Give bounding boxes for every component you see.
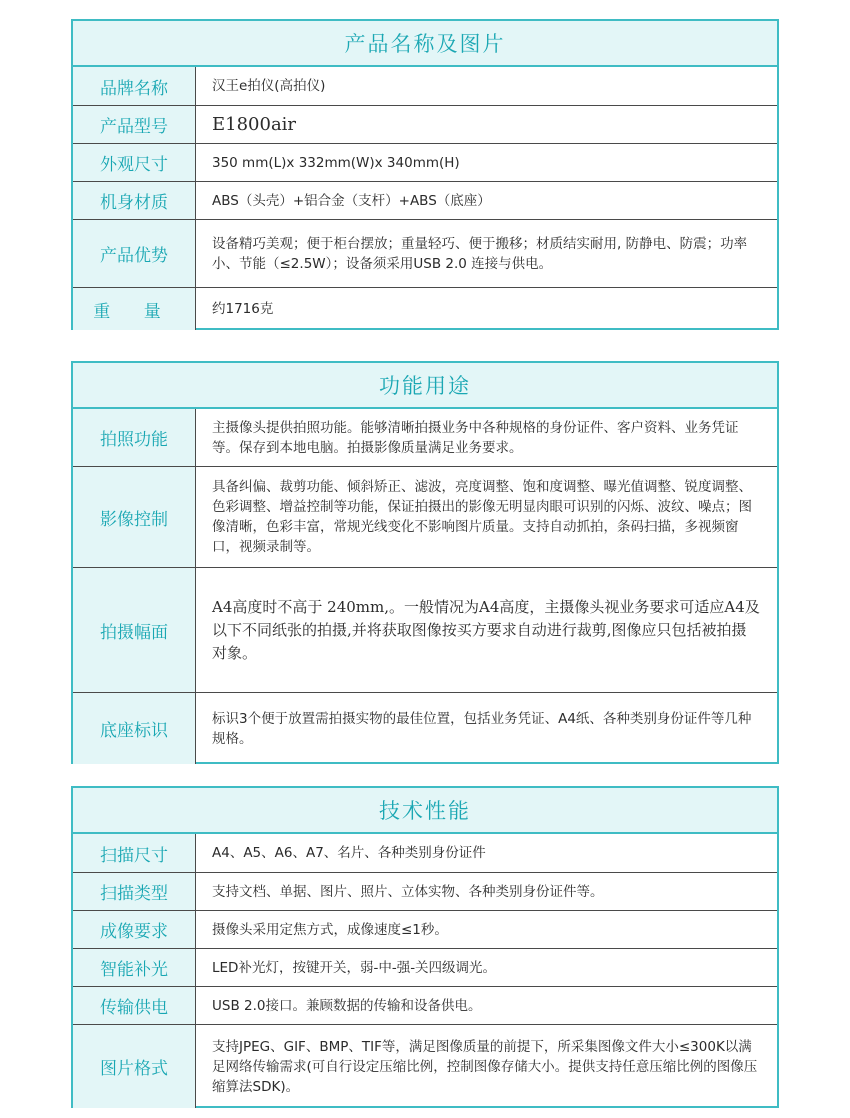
section-title: 技术性能 — [73, 788, 777, 834]
table-row — [73, 466, 777, 567]
row-value: A4高度时不高于 240mm,。一般情况为A4高度，主摄像头视业务要求可适应A4及以下不同纸张的拍摄,并将获取图像按买方要求自动进行裁剪,图像应只包括被拍摄对象。 — [212, 597, 760, 662]
table-row — [73, 986, 777, 1024]
table-row — [73, 287, 777, 330]
row-value: 标识3个便于放置需拍摄实物的最佳位置，包括业务凭证、A4纸、各种类别身份证件等几种规格。 — [212, 710, 752, 747]
row-label: 底座标识 — [73, 693, 196, 764]
row-value: 支持文档、单据、图片、照片、立体实物、各种类别身份证件等。 — [212, 883, 604, 900]
row-label: 传输供电 — [73, 987, 196, 1024]
row-value: 摄像头采用定焦方式，成像速度≤1秒。 — [212, 921, 448, 938]
table-row — [73, 181, 777, 219]
row-value: 设备精巧美观；便于柜台摆放；重量轻巧、便于搬移；材质结实耐用, 防静电、防震；功率小、节能（≤2.5W）；设备须采用USB 2.0 连接与供电。 — [212, 235, 748, 272]
product-info-section — [71, 19, 779, 330]
section-title: 功能用途 — [73, 363, 777, 409]
row-label: 拍摄幅面 — [73, 568, 196, 692]
table-row — [73, 219, 777, 287]
table-row — [73, 692, 777, 764]
row-label: 影像控制 — [73, 467, 196, 567]
section-title: 产品名称及图片 — [73, 21, 777, 67]
table-row — [73, 872, 777, 910]
row-value: 具备纠偏、裁剪功能、倾斜矫正、滤波，亮度调整、饱和度调整、曝光值调整、锐度调整、色彩调整、增益控制等功能，保证拍摄出的影像无明显肉眼可识别的闪烁、波纹、噪点；图像清晰，色彩丰富，常规光线变化不影响图片质量。支持自动抓拍，条码扫描，多视频窗口，视频录制等。 — [212, 479, 752, 555]
row-label: 智能补光 — [73, 949, 196, 986]
row-label: 机身材质 — [73, 182, 196, 219]
row-value: 350 mm(L)x 332mm(W)x 340mm(H) — [212, 154, 460, 171]
row-value: 主摄像头提供拍照功能。能够清晰拍摄业务中各种规格的身份证件、客户资料、业务凭证等。保存到本地电脑。拍摄影像质量满足业务要求。 — [212, 419, 739, 456]
row-label: 产品型号 — [73, 106, 196, 143]
row-value: E1800air — [212, 113, 297, 135]
row-value: 汉王e拍仪(高拍仪) — [212, 78, 326, 94]
row-label: 品牌名称 — [73, 67, 196, 105]
table-row — [73, 409, 777, 466]
row-label: 扫描类型 — [73, 873, 196, 910]
table-row — [73, 948, 777, 986]
table-row — [73, 143, 777, 181]
row-value: A4、A5、A6、A7、名片、各种类别身份证件 — [212, 845, 486, 861]
table-row — [73, 1024, 777, 1108]
table-row — [73, 910, 777, 948]
row-label: 扫描尺寸 — [73, 834, 196, 872]
row-label: 拍照功能 — [73, 409, 196, 466]
tech-spec-section — [71, 786, 779, 1108]
table-row — [73, 105, 777, 143]
table-row — [73, 834, 777, 872]
row-value: 支持JPEG、GIF、BMP、TIF等，满足图像质量的前提下，所采集图像文件大小≤300K以满足网络传输需求(可自行设定压缩比例，控制图像存储大小。提供支持任意压缩比例的图像压缩算法SDK)。 — [212, 1038, 758, 1095]
table-row — [73, 67, 777, 105]
row-label: 成像要求 — [73, 911, 196, 948]
row-value: ABS（头壳）+铝合金（支杆）+ABS（底座） — [212, 192, 491, 209]
row-value: 约1716克 — [212, 301, 274, 317]
row-label: 图片格式 — [73, 1025, 196, 1108]
row-value: USB 2.0接口。兼顾数据的传输和设备供电。 — [212, 997, 482, 1014]
function-section — [71, 361, 779, 764]
row-label: 产品优势 — [73, 220, 196, 287]
row-value: LED补光灯，按键开关，弱-中-强-关四级调光。 — [212, 959, 497, 976]
row-label: 外观尺寸 — [73, 144, 196, 181]
table-row — [73, 567, 777, 692]
row-label: 重 量 — [73, 288, 196, 330]
